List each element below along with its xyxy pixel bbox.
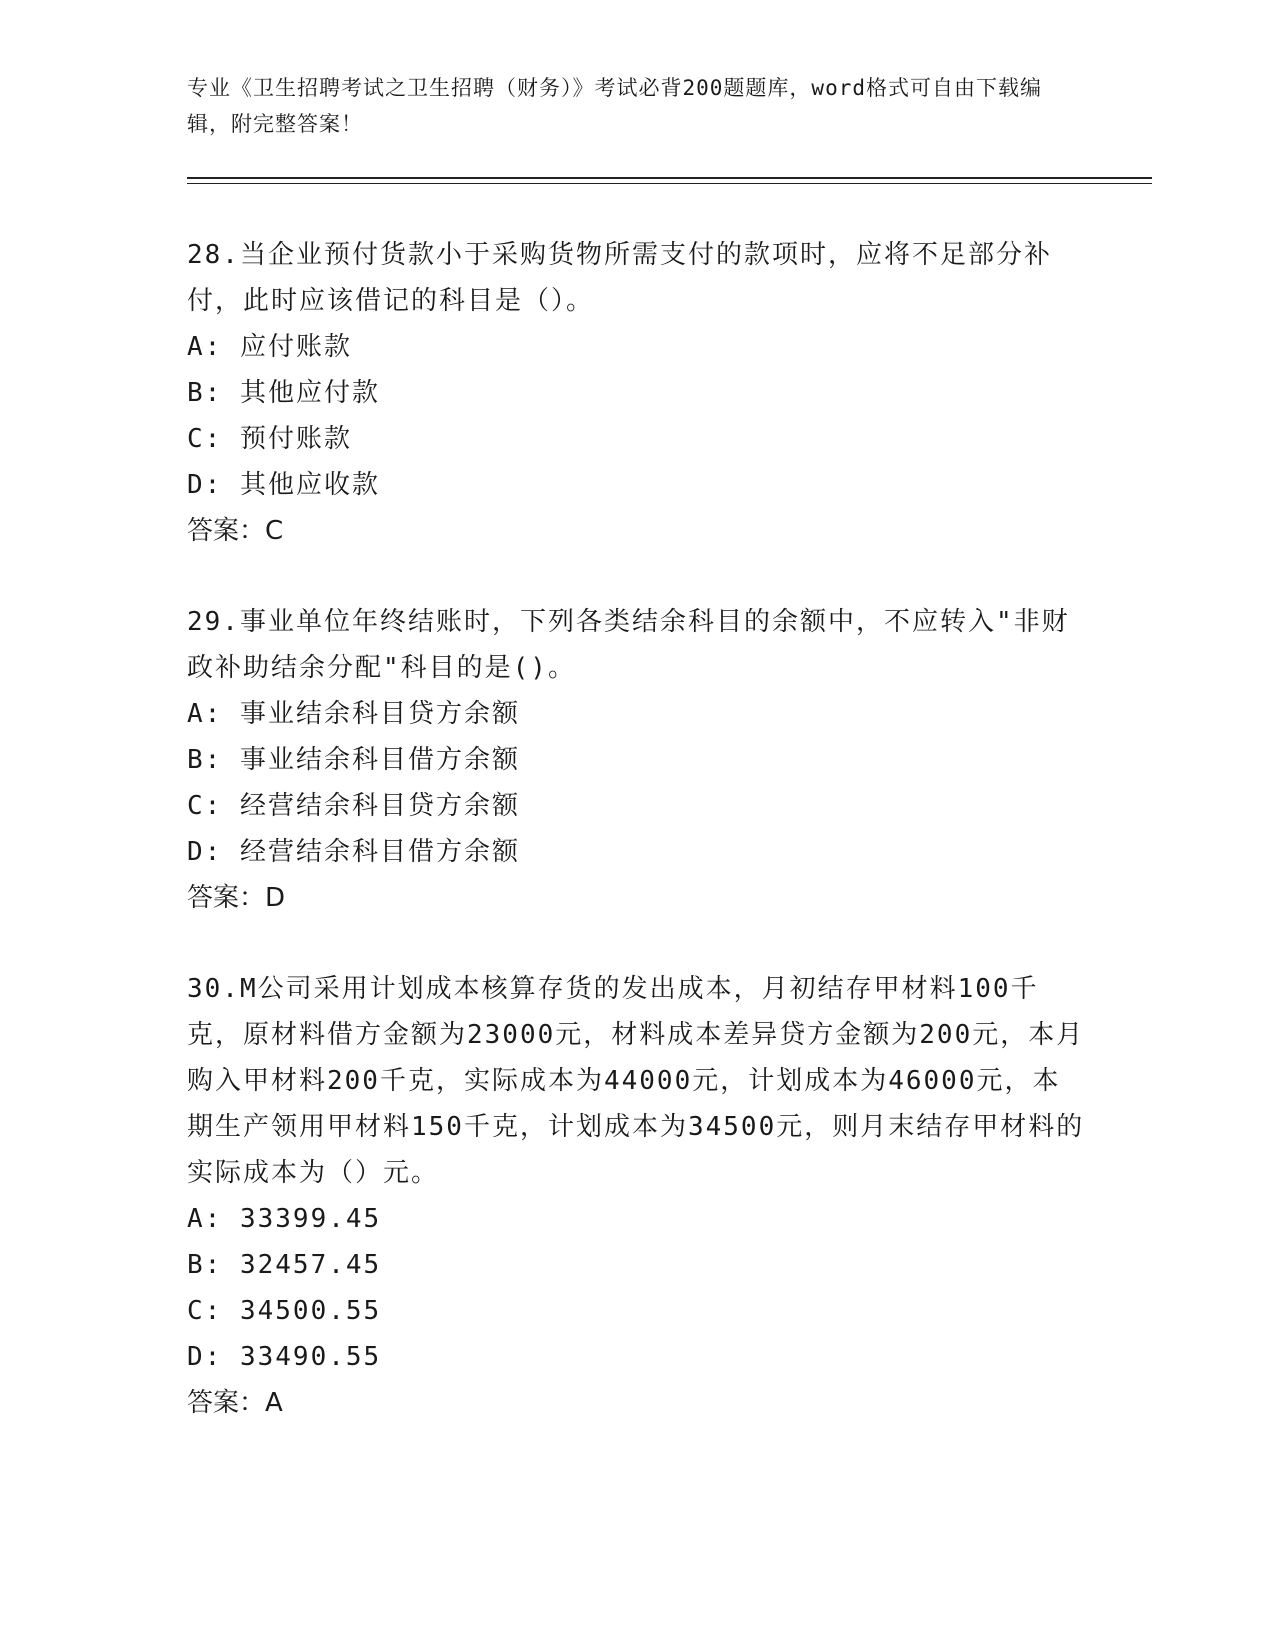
option-d: D: 33490.55	[187, 1342, 382, 1372]
option-d: D: 经营结余科目借方余额	[187, 837, 520, 867]
option-a: A: 33399.45	[187, 1204, 382, 1234]
question-29	[187, 599, 1087, 921]
question-stem: 30.M公司采用计划成本核算存货的发出成本，月初结存甲材料100千克，原材料借方金额为23000元，材料成本差异贷方金额为200元，本月购入甲材料200千克，实际成本为44000元，计划成本为46000元，本期生产领用甲材料150千克，计划成本为34500元，则月末结存甲材料的实际成本为（）元。	[187, 974, 1085, 1188]
answer: 答案：C	[187, 516, 284, 546]
option-c: C: 预付账款	[187, 424, 352, 454]
option-c: C: 经营结余科目贷方余额	[187, 791, 520, 821]
option-b: B: 其他应付款	[187, 378, 380, 408]
question-28	[187, 232, 1087, 554]
answer: 答案：D	[187, 883, 286, 913]
document-header: 专业《卫生招聘考试之卫生招聘（财务）》考试必背200题题库，word格式可自由下载编辑，附完整答案！	[187, 76, 1042, 136]
header-rule-thick	[187, 177, 1152, 179]
header-rule-thin	[187, 183, 1152, 184]
option-d: D: 其他应收款	[187, 470, 380, 500]
option-a: A: 事业结余科目贷方余额	[187, 699, 520, 729]
answer: 答案：A	[187, 1388, 283, 1418]
option-b: B: 32457.45	[187, 1250, 382, 1280]
option-a: A: 应付账款	[187, 332, 352, 362]
option-c: C: 34500.55	[187, 1296, 382, 1326]
option-b: B: 事业结余科目借方余额	[187, 745, 520, 775]
question-stem: 28.当企业预付货款小于采购货物所需支付的款项时，应将不足部分补付，此时应该借记的科目是（）。	[187, 240, 1052, 316]
question-stem: 29.事业单位年终结账时，下列各类结余科目的余额中，不应转入"非财政补助结余分配"科目的是()。	[187, 607, 1070, 683]
question-30	[187, 966, 1087, 1426]
